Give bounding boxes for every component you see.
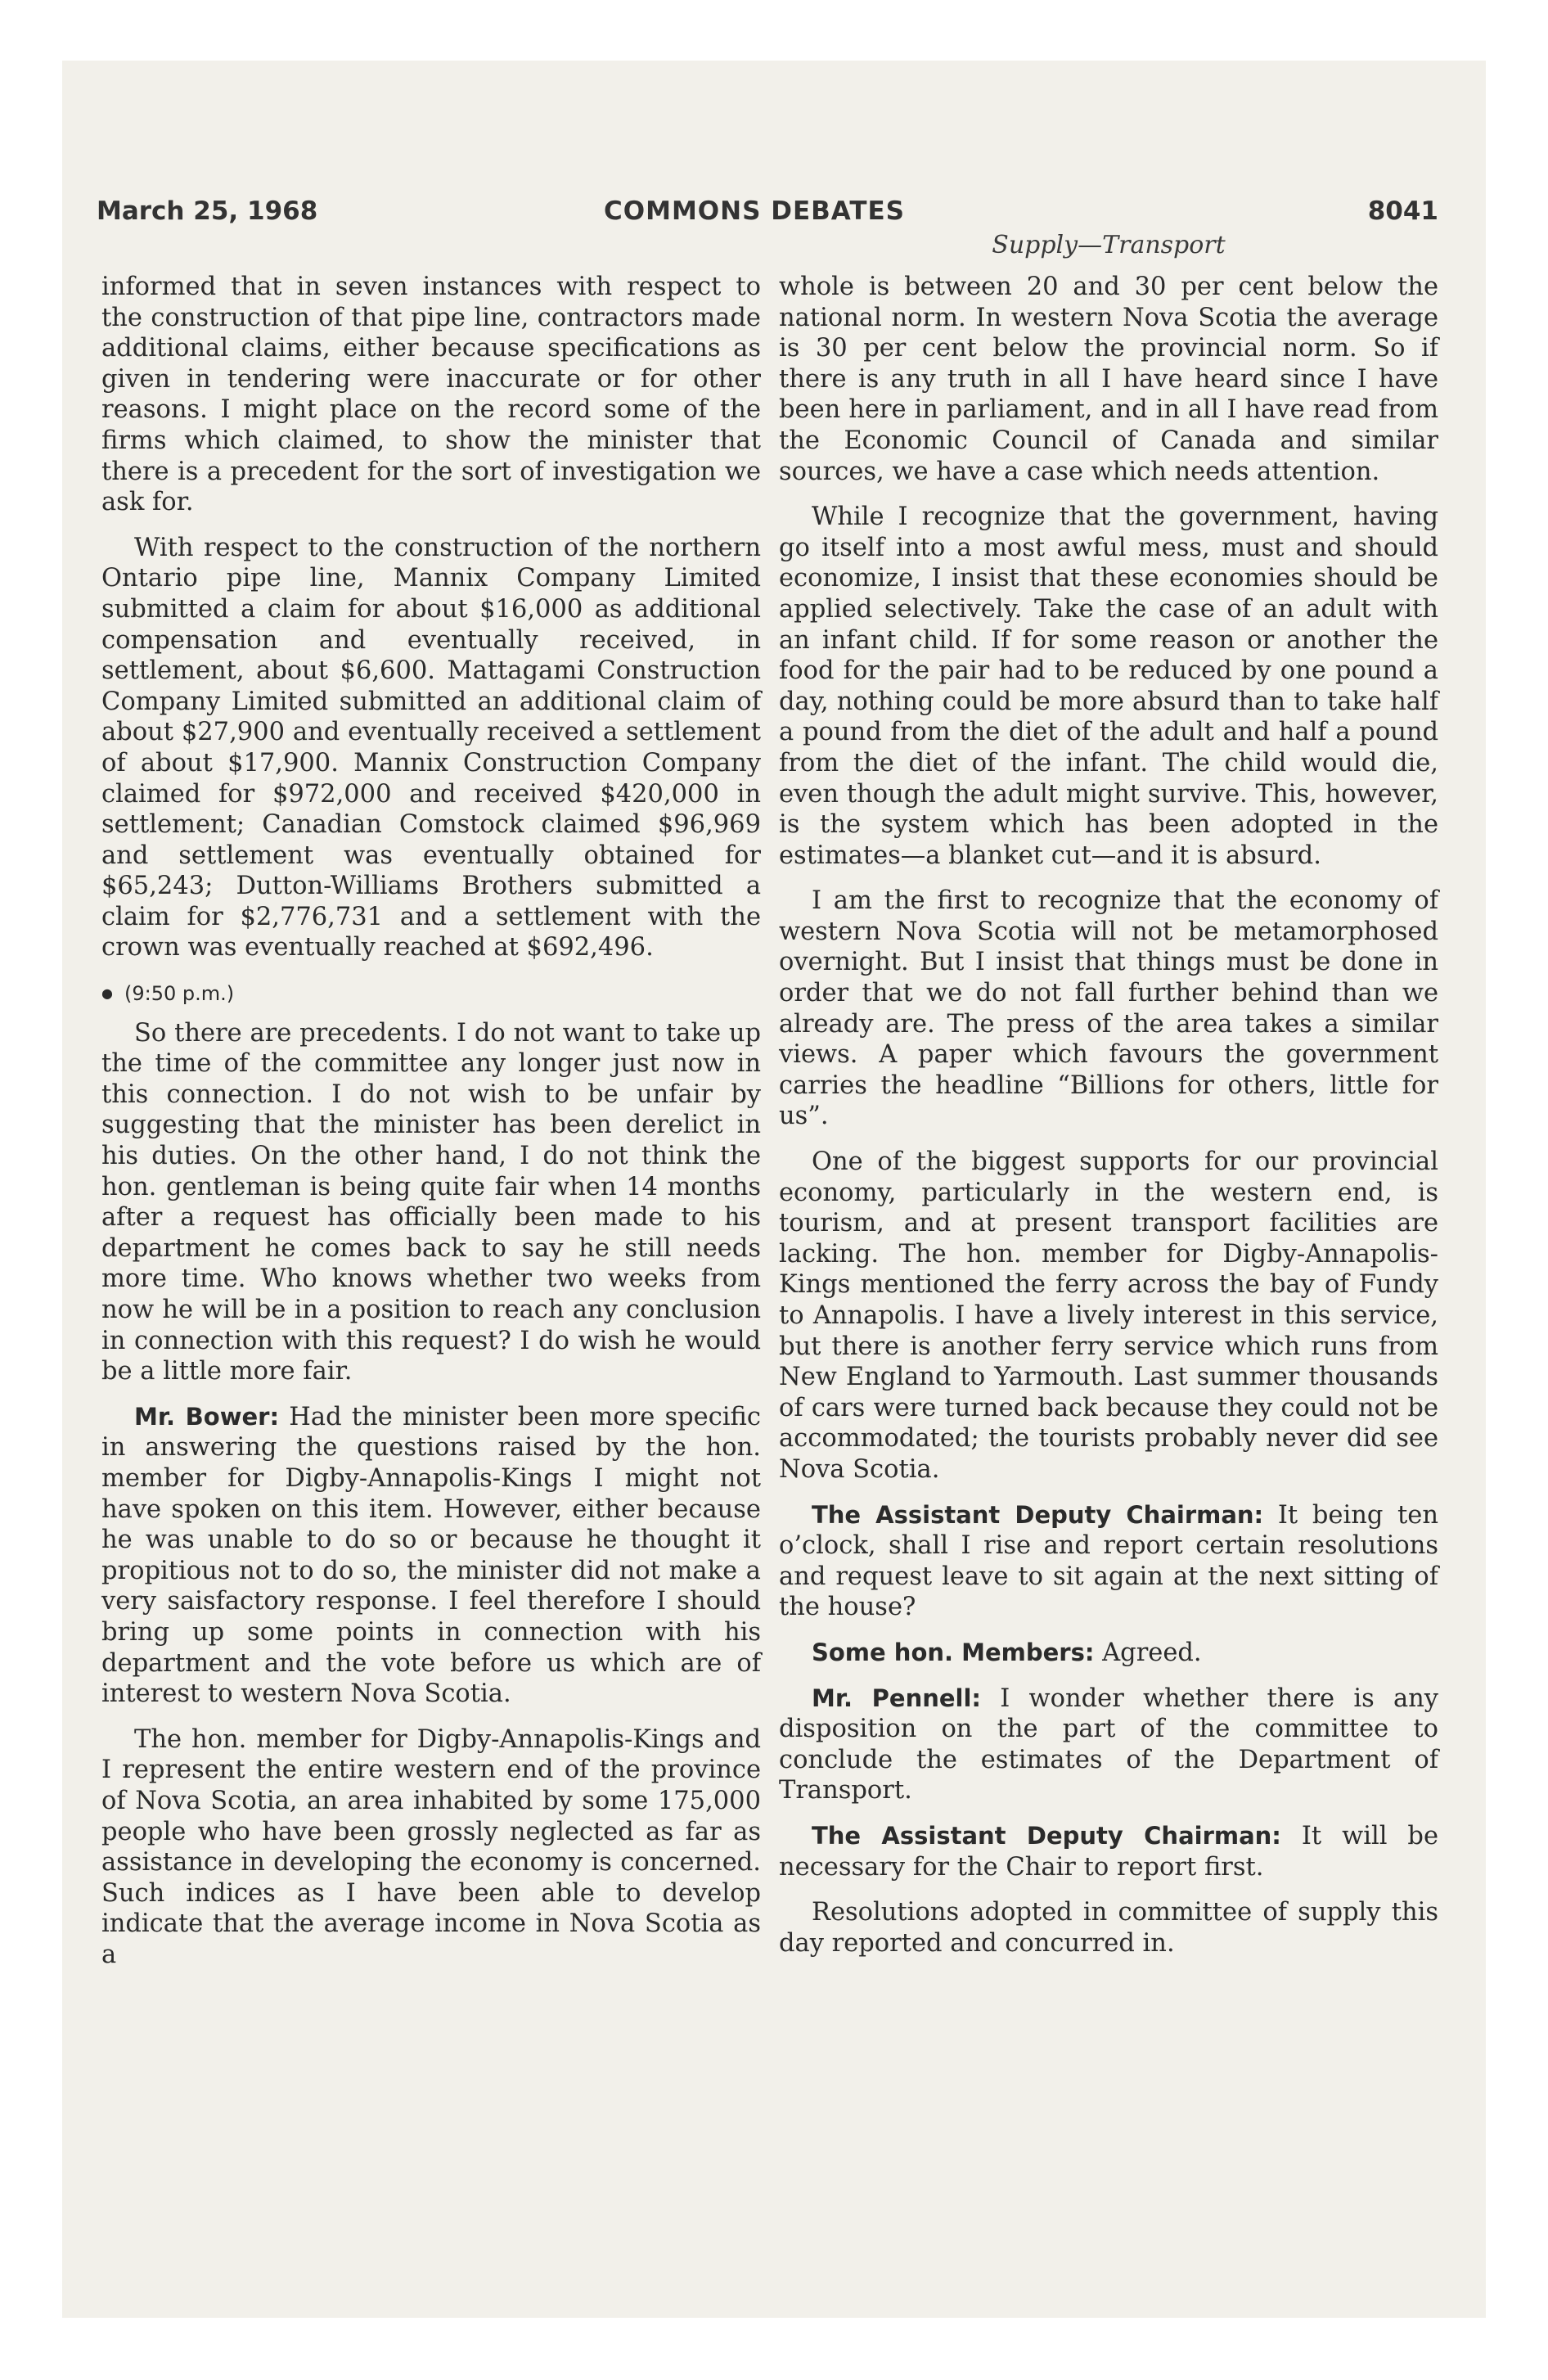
paragraph: The hon. member for Digby-Annapolis-Kings and I represent the entire western end of the province of Nova Scotia, an area inhabited by some 175,000 people who have been grossly neglected as far as assistance in developing the economy is concerned. Such indices as I have been able to develop indicate that the average income in Nova Scotia as a (101, 1724, 761, 1969)
paragraph (779, 1500, 1438, 1623)
paragraph: whole is between 20 and 30 per cent below the national norm. In western Nova Scotia the average is 30 per cent below the provincial norm. So if there is any truth in all I have heard since I have been here in parliament, and in all I have read from the Economic Council of Canada and similar sources, we have a case which needs attention. (779, 273, 1438, 486)
paragraph: I am the first to recognize that the economy of western Nova Scotia will not be metamorphosed overnight. But I insist that things must be done in order that we do not fall further behind than we already are. The press of the area takes a similar views. A paper which favours the government carries the headline “Billions for others, little for us”. (779, 886, 1438, 1131)
speaker-name: Mr. Pennell: (812, 1684, 982, 1712)
paragraph: While I recognize that the government, having go itself into a most awful mess, must and should economize, I insist that these economies should be applied selectively. Take the case of an adult with an infant child. If for some reason or another the food for the pair had to be reduced by one pound a day, nothing could be more absurd than to take half a pound from the diet of the adult and half a pound from the diet of the infant. The child would die, even though the adult might survive. This, however, is the system which has been adopted in the estimates—a blanket cut—and it is absurd. (779, 503, 1438, 870)
paragraph (779, 1684, 1438, 1806)
speech-text: Had the minister been more specific in answering the questions raised by the hon. member for Digby-Annapolis-Kings I might not have spoken on this item. However, either because he was unable to do so or because he thought it propitious not to do so, the minister did not make a very saisfactory response. I feel therefore I should bring up some points in connection with his department and the vote before us which are of interest to western Nova Scotia. (101, 1402, 761, 1709)
speech-text: It being ten o’clock, shall I rise and report certain resolutions and request leave to sit again at the next sitting of the house? (779, 1500, 1439, 1622)
paragraph: So there are precedents. I do not want to take up the time of the committee any longer just now in this connection. I do not wish to be unfair by suggesting that the minister has been derelict in his duties. On the other hand, I do not think the hon. gentleman is being quite fair when 14 months after a request has officially been made to his department he comes back to say he still needs more time. Who knows whether two weeks from now he will be in a position to reach any conclusion in connection with this request? I do wish he would be a little more fair. (101, 1018, 761, 1386)
paragraph: With respect to the construction of the northern Ontario pipe line, Mannix Company Limited submitted a claim for about $16,000 as additional compensation and eventually received, in settlement, about $6,600. Mattagami Construction Company Limited submitted an additional claim of about $27,900 and eventually received a settlement of about $17,900. Mannix Construction Company claimed for $972,000 and received $420,000 in settlement; Canadian Comstock claimed $96,969 and settlement was eventually obtained for $65,243; Dutton-Williams Brothers submitted a claim for $2,776,731 and a settlement with the crown was eventually reached at $692,496. (101, 533, 761, 962)
time-stamp-text: (9:50 p.m.) (124, 982, 235, 1006)
paragraph (779, 1821, 1438, 1882)
header-date: March 25, 1968 (97, 196, 318, 226)
paragraph: informed that in seven instances with respect to the construction of that pipe line, contractors made additional claims, either because specifications as given in tendering were inaccurate or for other reasons. I might place on the record some of the firms which claimed, to show the minister that there is a precedent for the sort of investigation we ask for. (101, 273, 761, 517)
speech-text: I wonder whether there is any disposition on the part of the committee to conclude the estimates of the Department of Transport. (779, 1684, 1439, 1805)
speech-text: Agreed. (1102, 1638, 1202, 1667)
speaker-name: Some hon. Members: (812, 1638, 1095, 1666)
speaker-name: Mr. Bower: (134, 1402, 280, 1431)
right-column (779, 272, 1438, 1973)
speaker-name: The Assistant Deputy Chairman: (812, 1500, 1264, 1529)
paragraph (101, 1402, 761, 1710)
paragraph (779, 1638, 1438, 1669)
time-stamp (101, 978, 761, 1010)
paragraph: Resolutions adopted in committee of supply this day reported and concurred in. (779, 1898, 1438, 1958)
bullet-icon: ● (101, 985, 113, 1002)
speaker-name: The Assistant Deputy Chairman: (812, 1821, 1281, 1850)
page-header (97, 196, 1438, 234)
paragraph: One of the biggest supports for our provincial economy, particularly in the western end, is tourism, and at present transport facilities are lacking. The hon. member for Digby-Annapolis-Kings mentioned the ferry across the bay of Fundy to Annapolis. I have a lively interest in this service, but there is another ferry service which runs from New England to Yarmouth. Last summer thousands of cars were turned back because they could not be accommodated; the tourists probably never did see Nova Scotia. (779, 1147, 1438, 1484)
left-column (101, 272, 761, 1985)
page-number: 8041 (1367, 196, 1438, 226)
section-heading: Supply—Transport (992, 231, 1226, 259)
header-title: COMMONS DEBATES (604, 196, 905, 226)
speech-text: It will be necessary for the Chair to report first. (779, 1821, 1439, 1882)
